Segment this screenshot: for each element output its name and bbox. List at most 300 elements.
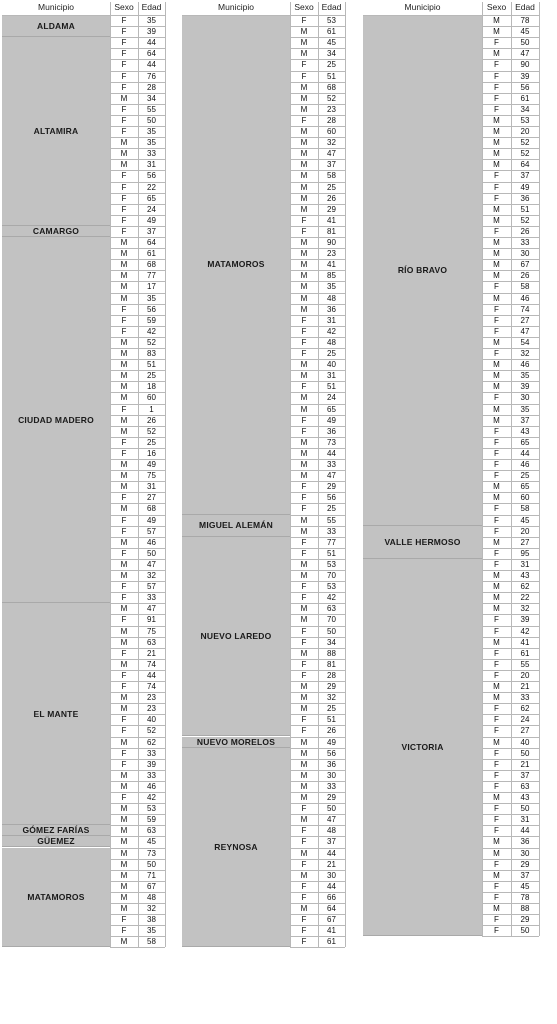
sexo-cell: F xyxy=(494,393,499,403)
edad-cell: 37 xyxy=(520,770,530,780)
sexo-cell: M xyxy=(493,593,500,603)
edad-cell: 23 xyxy=(327,104,336,114)
edad-cell: 47 xyxy=(327,471,336,481)
sexo-cell: M xyxy=(493,238,500,247)
sexo-cell: F xyxy=(301,482,307,492)
sexo-cell: M xyxy=(493,382,500,392)
sexo-cell: F xyxy=(301,215,307,225)
edad-cell: 28 xyxy=(147,82,156,92)
sexo-cell: F xyxy=(494,60,499,70)
sexo-cell: F xyxy=(301,826,307,836)
sexo-cell: F xyxy=(121,437,127,447)
sexo-cell: F xyxy=(494,726,499,736)
sexo-cell: F xyxy=(494,515,499,525)
sexo-cell: M xyxy=(300,770,308,780)
edad-cell: 1 xyxy=(149,404,154,414)
sexo-cell: F xyxy=(121,315,127,325)
edad-cell: 42 xyxy=(327,326,336,336)
edad-cell: 46 xyxy=(520,460,530,469)
edad-cell: 50 xyxy=(520,748,530,758)
edad-cell: 73 xyxy=(147,848,156,858)
edad-cell: 29 xyxy=(520,859,530,869)
edad-cell: 47 xyxy=(327,149,336,159)
sexo-cell: M xyxy=(120,393,128,403)
sexo-cell: M xyxy=(300,748,308,758)
edad-cell: 74 xyxy=(147,682,156,691)
edad-cell: 26 xyxy=(327,726,336,736)
edad-cell: 26 xyxy=(147,415,156,425)
edad-cell: 43 xyxy=(520,426,530,436)
edad-cell: 61 xyxy=(147,249,156,259)
sexo-cell: F xyxy=(121,49,127,59)
edad-cell: 31 xyxy=(327,315,336,325)
edad-cell: 22 xyxy=(520,593,530,603)
sexo-cell: M xyxy=(120,371,128,381)
edad-cell: 73 xyxy=(327,437,336,447)
sexo-cell: M xyxy=(300,559,308,569)
sexo-cell: F xyxy=(121,593,127,603)
edad-cell: 34 xyxy=(327,49,336,59)
edad-cell: 33 xyxy=(327,781,336,791)
sexo-cell: M xyxy=(120,504,128,514)
sexo-cell: M xyxy=(120,859,128,869)
edad-cell: 62 xyxy=(520,582,530,592)
edad-cell: 25 xyxy=(327,182,336,192)
sexo-cell: F xyxy=(494,615,499,625)
edad-cell: 24 xyxy=(147,204,156,214)
edad-cell: 81 xyxy=(327,226,336,236)
sexo-cell: F xyxy=(494,548,499,558)
sexo-cell: F xyxy=(121,104,127,114)
sexo-cell: F xyxy=(494,471,499,481)
sexo-cell: M xyxy=(120,937,128,947)
edad-cell: 48 xyxy=(327,337,336,347)
sexo-cell: F xyxy=(121,448,127,458)
sexo-cell: M xyxy=(300,360,308,370)
edad-cell: 45 xyxy=(147,837,156,847)
sexo-cell: M xyxy=(120,149,128,159)
sexo-cell: F xyxy=(494,715,499,725)
edad-cell: 71 xyxy=(147,870,156,880)
sexo-cell: M xyxy=(493,160,500,170)
sexo-cell: F xyxy=(301,16,307,25)
sexo-cell: F xyxy=(121,515,127,525)
sexo-cell: M xyxy=(493,482,500,492)
edad-cell: 50 xyxy=(147,548,156,558)
sexo-cell: F xyxy=(121,115,127,125)
sexo-cell: F xyxy=(301,715,307,725)
edad-cell: 64 xyxy=(147,49,156,59)
sexo-cell: M xyxy=(120,870,128,880)
sexo-cell: F xyxy=(494,704,499,714)
sexo-cell: M xyxy=(300,460,308,469)
edad-cell: 60 xyxy=(520,493,530,503)
edad-cell: 67 xyxy=(147,881,156,891)
sexo-cell: M xyxy=(300,282,308,292)
edad-cell: 48 xyxy=(147,892,156,902)
edad-cell: 33 xyxy=(147,593,156,603)
sexo-cell: F xyxy=(301,937,307,947)
edad-cell: 33 xyxy=(520,693,530,703)
sexo-cell: M xyxy=(493,737,500,747)
sexo-cell: F xyxy=(301,415,307,425)
edad-cell: 63 xyxy=(147,637,156,647)
edad-cell: 58 xyxy=(520,282,530,292)
sexo-cell: F xyxy=(494,915,499,925)
edad-cell: 64 xyxy=(327,904,336,913)
sexo-cell: M xyxy=(300,27,308,37)
sexo-cell: M xyxy=(493,16,500,25)
edad-cell: 39 xyxy=(520,382,530,392)
edad-cell: 51 xyxy=(327,71,336,81)
column-divider xyxy=(290,2,291,947)
edad-cell: 21 xyxy=(520,682,530,691)
edad-cell: 37 xyxy=(520,870,530,880)
sexo-cell: M xyxy=(300,93,308,103)
sexo-cell: F xyxy=(121,204,127,214)
edad-cell: 32 xyxy=(520,349,530,358)
edad-cell: 26 xyxy=(520,226,530,236)
sexo-cell: M xyxy=(300,271,308,281)
edad-cell: 41 xyxy=(327,215,336,225)
edad-cell: 55 xyxy=(147,104,156,114)
sexo-cell: M xyxy=(300,781,308,791)
sexo-cell: F xyxy=(301,626,307,636)
edad-cell: 70 xyxy=(327,571,336,580)
edad-cell: 67 xyxy=(520,260,530,270)
column-divider xyxy=(345,2,346,947)
edad-cell: 29 xyxy=(327,204,336,214)
edad-cell: 37 xyxy=(327,160,336,170)
edad-cell: 53 xyxy=(147,804,156,814)
edad-cell: 44 xyxy=(147,670,156,680)
sexo-cell: F xyxy=(494,104,499,114)
edad-cell: 34 xyxy=(520,104,530,114)
edad-cell: 42 xyxy=(520,626,530,636)
edad-cell: 65 xyxy=(327,404,336,414)
sexo-cell: F xyxy=(301,60,307,70)
sexo-cell: M xyxy=(493,260,500,270)
sexo-cell: M xyxy=(120,293,128,303)
edad-cell: 64 xyxy=(147,238,156,247)
edad-cell: 50 xyxy=(327,626,336,636)
edad-cell: 50 xyxy=(147,859,156,869)
sexo-cell: M xyxy=(300,182,308,192)
edad-cell: 48 xyxy=(327,826,336,836)
sexo-cell: F xyxy=(494,71,499,81)
sexo-cell: F xyxy=(494,226,499,236)
sexo-cell: F xyxy=(301,637,307,647)
edad-cell: 42 xyxy=(147,793,156,802)
sexo-cell: F xyxy=(494,315,499,325)
edad-cell: 88 xyxy=(327,648,336,658)
sexo-cell: M xyxy=(493,49,500,59)
edad-cell: 31 xyxy=(147,160,156,170)
edad-cell: 44 xyxy=(520,826,530,836)
sexo-cell: F xyxy=(121,682,127,691)
sexo-cell: M xyxy=(120,770,128,780)
sexo-cell: F xyxy=(494,82,499,92)
edad-cell: 91 xyxy=(147,615,156,625)
edad-cell: 20 xyxy=(520,526,530,536)
municipio-cell: MIGUEL ALEMÁN xyxy=(182,515,290,537)
sexo-cell: F xyxy=(301,582,307,592)
sexo-cell: M xyxy=(300,238,308,247)
sexo-cell: M xyxy=(493,404,500,414)
edad-cell: 37 xyxy=(520,415,530,425)
sexo-cell: F xyxy=(494,892,499,902)
sexo-cell: F xyxy=(301,915,307,925)
sexo-cell: F xyxy=(494,670,499,680)
sexo-cell: M xyxy=(300,260,308,270)
header-municipio: Municipio xyxy=(218,2,254,12)
edad-cell: 44 xyxy=(520,448,530,458)
edad-cell: 61 xyxy=(327,27,336,37)
edad-cell: 52 xyxy=(147,337,156,347)
sexo-cell: F xyxy=(301,337,307,347)
sexo-cell: M xyxy=(493,537,500,547)
edad-cell: 59 xyxy=(147,815,156,825)
sexo-cell: F xyxy=(121,404,127,414)
edad-cell: 43 xyxy=(520,571,530,580)
edad-cell: 20 xyxy=(520,127,530,136)
edad-cell: 52 xyxy=(147,426,156,436)
edad-cell: 58 xyxy=(327,171,336,181)
edad-cell: 32 xyxy=(147,571,156,580)
column-divider xyxy=(138,2,139,947)
sexo-cell: F xyxy=(121,215,127,225)
edad-cell: 23 xyxy=(327,249,336,259)
edad-cell: 35 xyxy=(147,293,156,303)
edad-cell: 33 xyxy=(147,770,156,780)
edad-cell: 36 xyxy=(520,193,530,203)
sexo-cell: M xyxy=(493,415,500,425)
municipio-cell: CIUDAD MADERO xyxy=(2,237,110,603)
edad-cell: 36 xyxy=(327,304,336,314)
edad-cell: 31 xyxy=(327,371,336,381)
sexo-cell: M xyxy=(300,759,308,769)
edad-cell: 51 xyxy=(520,204,530,214)
edad-cell: 20 xyxy=(520,670,530,680)
sexo-cell: M xyxy=(300,682,308,691)
sexo-cell: F xyxy=(121,926,127,936)
edad-cell: 40 xyxy=(147,715,156,725)
edad-cell: 57 xyxy=(147,582,156,592)
sexo-cell: F xyxy=(494,171,499,181)
edad-cell: 52 xyxy=(327,93,336,103)
edad-cell: 53 xyxy=(327,559,336,569)
municipio-cell: VALLE HERMOSO xyxy=(363,526,482,559)
edad-cell: 45 xyxy=(520,881,530,891)
sexo-cell: F xyxy=(121,171,127,181)
edad-cell: 47 xyxy=(147,559,156,569)
sexo-cell: F xyxy=(121,193,127,203)
edad-cell: 38 xyxy=(147,915,156,925)
edad-cell: 61 xyxy=(520,648,530,658)
edad-cell: 54 xyxy=(520,337,530,347)
edad-cell: 32 xyxy=(327,693,336,703)
sexo-cell: M xyxy=(300,515,308,525)
sexo-cell: F xyxy=(494,282,499,292)
edad-cell: 25 xyxy=(327,60,336,70)
municipio-cell: ALDAMA xyxy=(2,15,110,37)
edad-cell: 23 xyxy=(147,693,156,703)
sexo-cell: M xyxy=(493,149,500,159)
edad-cell: 33 xyxy=(147,149,156,159)
sexo-cell: F xyxy=(494,93,499,103)
edad-cell: 45 xyxy=(520,515,530,525)
edad-cell: 43 xyxy=(520,793,530,802)
edad-cell: 39 xyxy=(147,27,156,37)
sexo-cell: F xyxy=(494,437,499,447)
edad-cell: 65 xyxy=(520,437,530,447)
edad-cell: 41 xyxy=(327,260,336,270)
edad-cell: 48 xyxy=(327,293,336,303)
edad-cell: 27 xyxy=(147,493,156,503)
edad-cell: 56 xyxy=(147,304,156,314)
edad-cell: 21 xyxy=(520,759,530,769)
edad-cell: 63 xyxy=(147,826,156,836)
sexo-cell: M xyxy=(300,160,308,170)
edad-cell: 50 xyxy=(147,115,156,125)
sexo-cell: M xyxy=(493,870,500,880)
edad-cell: 56 xyxy=(520,82,530,92)
sexo-cell: M xyxy=(120,704,128,714)
sexo-cell: M xyxy=(120,238,128,247)
edad-cell: 46 xyxy=(520,360,530,370)
edad-cell: 42 xyxy=(147,326,156,336)
sexo-cell: M xyxy=(493,493,500,503)
edad-cell: 46 xyxy=(147,537,156,547)
municipio-cell: NUEVO LAREDO xyxy=(182,537,290,737)
sexo-cell: M xyxy=(120,426,128,436)
edad-cell: 37 xyxy=(147,226,156,236)
sexo-cell: M xyxy=(120,282,128,292)
column-divider xyxy=(511,2,512,936)
row-divider xyxy=(110,947,165,948)
edad-cell: 29 xyxy=(327,682,336,691)
row-divider xyxy=(290,947,345,948)
municipio-cell: MATAMOROS xyxy=(2,848,110,948)
sexo-cell: M xyxy=(120,693,128,703)
sexo-cell: M xyxy=(493,682,500,691)
edad-cell: 68 xyxy=(327,82,336,92)
edad-cell: 30 xyxy=(520,393,530,403)
sexo-cell: M xyxy=(300,693,308,703)
edad-cell: 39 xyxy=(520,71,530,81)
edad-cell: 36 xyxy=(327,759,336,769)
edad-cell: 68 xyxy=(147,504,156,514)
municipio-cell: MATAMOROS xyxy=(182,15,290,515)
edad-cell: 33 xyxy=(520,238,530,247)
sexo-cell: F xyxy=(494,304,499,314)
sexo-cell: M xyxy=(120,93,128,103)
edad-cell: 61 xyxy=(327,937,336,947)
edad-cell: 23 xyxy=(147,704,156,714)
sexo-cell: M xyxy=(493,904,500,913)
sexo-cell: M xyxy=(300,870,308,880)
edad-cell: 49 xyxy=(147,515,156,525)
edad-cell: 56 xyxy=(147,171,156,181)
column-divider xyxy=(318,2,319,947)
sexo-cell: F xyxy=(494,659,499,669)
sexo-cell: M xyxy=(493,571,500,580)
edad-cell: 44 xyxy=(327,848,336,858)
sexo-cell: F xyxy=(301,315,307,325)
edad-cell: 63 xyxy=(327,604,336,614)
edad-cell: 41 xyxy=(520,637,530,647)
edad-cell: 35 xyxy=(147,127,156,136)
sexo-cell: M xyxy=(493,293,500,303)
sexo-cell: M xyxy=(493,115,500,125)
edad-cell: 60 xyxy=(327,127,336,136)
edad-cell: 95 xyxy=(520,548,530,558)
sexo-cell: M xyxy=(120,881,128,891)
header-divider xyxy=(2,15,165,16)
edad-cell: 64 xyxy=(520,160,530,170)
sexo-cell: F xyxy=(301,548,307,558)
municipio-cell: RÍO BRAVO xyxy=(363,15,482,526)
sexo-cell: M xyxy=(300,437,308,447)
edad-cell: 46 xyxy=(147,781,156,791)
sexo-cell: M xyxy=(300,38,308,48)
sexo-cell: M xyxy=(120,837,128,847)
edad-cell: 18 xyxy=(147,382,156,392)
sexo-cell: M xyxy=(120,382,128,392)
sexo-cell: F xyxy=(494,460,499,469)
sexo-cell: M xyxy=(300,249,308,259)
sexo-cell: M xyxy=(300,104,308,114)
municipio-cell: ALTAMIRA xyxy=(2,37,110,226)
sexo-cell: F xyxy=(494,38,499,48)
sexo-cell: M xyxy=(120,781,128,791)
edad-cell: 49 xyxy=(147,215,156,225)
edad-cell: 17 xyxy=(147,282,156,292)
sexo-cell: F xyxy=(121,16,127,25)
edad-cell: 44 xyxy=(327,881,336,891)
edad-cell: 78 xyxy=(520,16,530,25)
sexo-cell: M xyxy=(493,138,500,148)
edad-cell: 74 xyxy=(147,659,156,669)
edad-cell: 45 xyxy=(327,38,336,48)
edad-cell: 32 xyxy=(147,904,156,913)
municipio-cell: VICTORIA xyxy=(363,559,482,936)
sexo-cell: M xyxy=(300,171,308,181)
edad-cell: 90 xyxy=(520,60,530,70)
edad-cell: 50 xyxy=(327,804,336,814)
sexo-cell: F xyxy=(494,526,499,536)
sexo-cell: F xyxy=(494,926,499,936)
edad-cell: 77 xyxy=(327,537,336,547)
sexo-cell: F xyxy=(301,382,307,392)
sexo-cell: M xyxy=(493,249,500,259)
sexo-cell: M xyxy=(300,49,308,59)
edad-cell: 25 xyxy=(147,437,156,447)
sexo-cell: F xyxy=(121,182,127,192)
sexo-cell: M xyxy=(493,27,500,37)
sexo-cell: M xyxy=(300,571,308,580)
sexo-cell: F xyxy=(121,226,127,236)
edad-cell: 25 xyxy=(520,471,530,481)
edad-cell: 28 xyxy=(327,115,336,125)
sexo-cell: F xyxy=(494,448,499,458)
sexo-cell: M xyxy=(120,415,128,425)
sexo-cell: M xyxy=(493,693,500,703)
edad-cell: 28 xyxy=(327,670,336,680)
sexo-cell: F xyxy=(121,60,127,70)
edad-cell: 81 xyxy=(327,659,336,669)
edad-cell: 52 xyxy=(520,138,530,148)
